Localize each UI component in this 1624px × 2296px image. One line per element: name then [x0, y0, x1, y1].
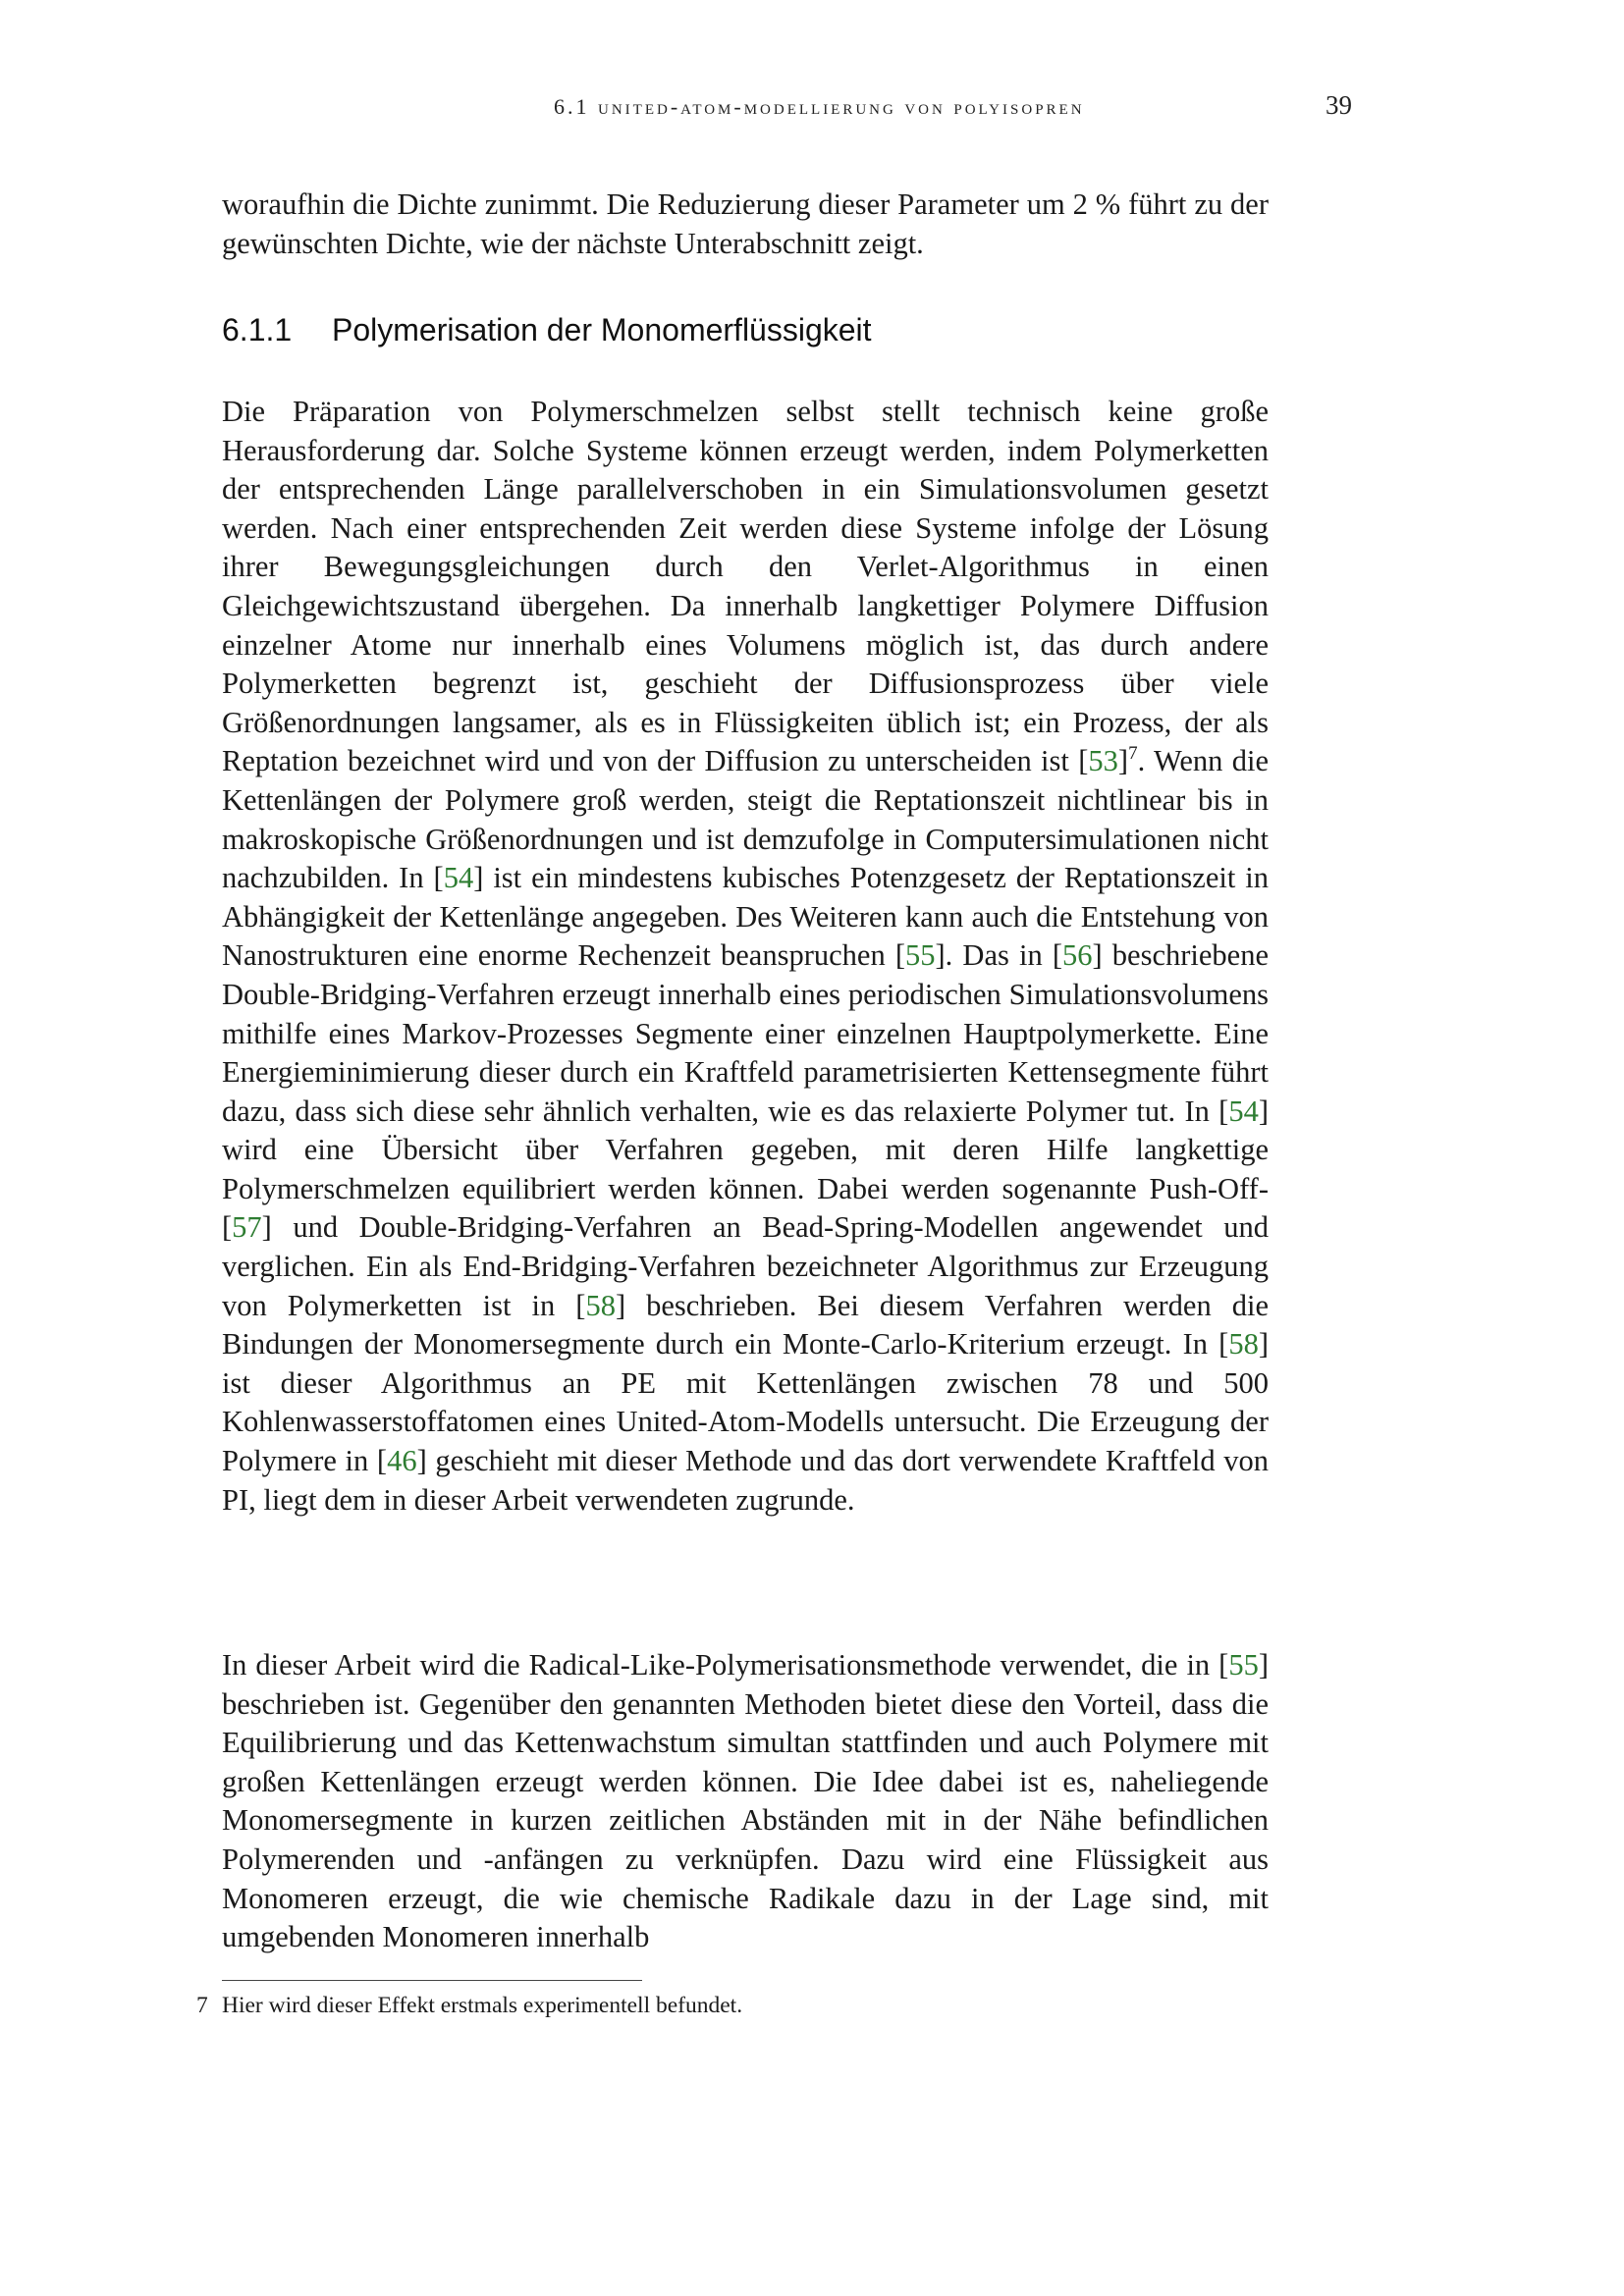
text-run: ] beschrieben ist. Gegenüber den genannten Methoden bietet diese den Vorteil, dass die Equilibrierung und das Kettenwachstum simultan stattfinden und auch Polymere mit großen Kettenlängen erzeugt werden können. Die Idee dabei ist es, naheliegende Monomersegmente in kurzen zeitlichen Abständen mit in der Nähe befindlichen Polymerenden und -anfängen zu verknüpfen. Dazu wird eine Flüssigkeit aus Monomeren erzeugt, die wie chemische Radikale dazu in der Lage sind, mit umgebenden Monomeren innerhalb	[222, 1648, 1269, 1954]
citation-link[interactable]: 58	[585, 1288, 616, 1322]
section-heading	[222, 312, 1269, 348]
citation-link[interactable]: 56	[1062, 938, 1093, 973]
footnote-number: 7	[196, 1993, 208, 2018]
footnote-text: Hier wird dieser Effekt erstmals experimentell befundet.	[222, 1993, 743, 2018]
section-title: Polymerisation der Monomerflüssigkeit	[332, 312, 872, 347]
footnote	[196, 1991, 1269, 2020]
paragraph-radical-like	[222, 1646, 1269, 1957]
running-header	[554, 90, 1352, 120]
citation-link[interactable]: 54	[1228, 1094, 1259, 1128]
section-number: 6.1.1	[222, 312, 293, 347]
citation-link[interactable]: 55	[905, 938, 936, 973]
citation-link[interactable]: 54	[443, 861, 474, 895]
citation-link[interactable]: 53	[1088, 744, 1118, 778]
paragraph-reptation	[222, 393, 1269, 1520]
text-run: Die Präparation von Polymerschmelzen selbst stellt technisch keine große Herausforderung dar. Solche Systeme können erzeugt werden, indem Polymerketten der entsprechenden Länge parallelverschoben in ein Simulationsvolumen gesetzt werden. Nach einer entsprechenden Zeit werden diese Systeme infolge der Lösung ihrer Bewegungsgleichungen durch den Verlet-Algorithmus in einen Gleichgewichtszustand übergehen. Da innerhalb langkettiger Polymere Diffusion einzelner Atome nur innerhalb eines Volumens möglich ist, das durch andere Polymerketten begrenzt ist, geschieht der Diffusionsprozess über viele Größenordnungen langsamer, als es in Flüssigkeiten üblich ist; ein Prozess, der als Reptation bezeichnet wird und von der Diffusion zu unterscheiden ist [	[222, 395, 1269, 778]
text-run: ] beschrieben. Bei diesem Verfahren werden die Bindungen der Monomersegmente durch ein Monte-Carlo-Kriterium erzeugt. In [	[222, 1288, 1270, 1362]
citation-link[interactable]: 57	[232, 1210, 262, 1245]
running-title: 6.1 united-atom-modellierung von polyisopren	[554, 94, 1085, 119]
citation-link[interactable]: 58	[1228, 1327, 1259, 1362]
text-run: . Wenn die Kettenlängen der Polymere groß werden, steigt die Reptationszeit nichtlinear bis in makroskopische Größenordnungen und ist demzufolge in Computersimulationen nicht nachzubilden. In [	[222, 744, 1269, 895]
page-number: 39	[1326, 90, 1352, 120]
text-run: ] und Double-Bridging-Verfahren an Bead-Spring-Modellen angewendet und verglichen. Ein als End-Bridging-Verfahren bezeichneter Algorithmus zur Erzeugung von Polymerketten ist in [	[222, 1210, 1269, 1322]
citation-link[interactable]: 46	[387, 1444, 417, 1478]
text-run: In dieser Arbeit wird die Radical-Like-Polymerisationsmethode verwendet, die in [	[222, 1648, 1229, 1682]
footnote-marker[interactable]: 7	[1128, 743, 1138, 765]
text-run: ] wird eine Übersicht über Verfahren gegeben, mit deren Hilfe langkettige Polymerschmelzen equilibriert werden können. Dabei werden sogenannte Push-Off-[	[222, 1094, 1269, 1245]
text-run: ] ist dieser Algorithmus an PE mit Kettenlängen zwischen 78 und 500 Kohlenwasserstoffatomen eines United-Atom-Modells untersucht. Die Erzeugung der Polymere in [	[222, 1327, 1269, 1478]
intro-paragraph: woraufhin die Dichte zunimmt. Die Reduzierung dieser Parameter um 2 % führt zu der gewünschten Dichte, wie der nächste Unterabschnitt zeigt.	[222, 187, 1269, 260]
text-run: ] geschieht mit dieser Methode und das dort verwendete Kraftfeld von PI, liegt dem in dieser Arbeit verwendeten zugrunde.	[222, 1444, 1269, 1517]
text-run: ]	[1117, 744, 1129, 778]
text-run: ] beschriebene Double-Bridging-Verfahren erzeugt innerhalb eines periodischen Simulationsvolumens mithilfe eines Markov-Prozesses Segmente einer einzelnen Hauptpolymerkette. Eine Energieminimierung dieser durch ein Kraftfeld parametrisierten Kettensegmente führt dazu, dass sich diese sehr ähnlich verhalten, wie es das relaxierte Polymer tut. In [	[222, 938, 1269, 1128]
citation-link[interactable]: 55	[1228, 1648, 1259, 1682]
footnote-rule	[222, 1980, 642, 1981]
text-run: ]. Das in [	[935, 938, 1063, 973]
text-run: ] ist ein mindestens kubisches Potenzgesetz der Reptationszeit in Abhängigkeit der Kettenlänge angegeben. Des Weiteren kann auch die Entstehung von Nanostrukturen eine enorme Rechenzeit beanspruchen [	[222, 861, 1269, 973]
